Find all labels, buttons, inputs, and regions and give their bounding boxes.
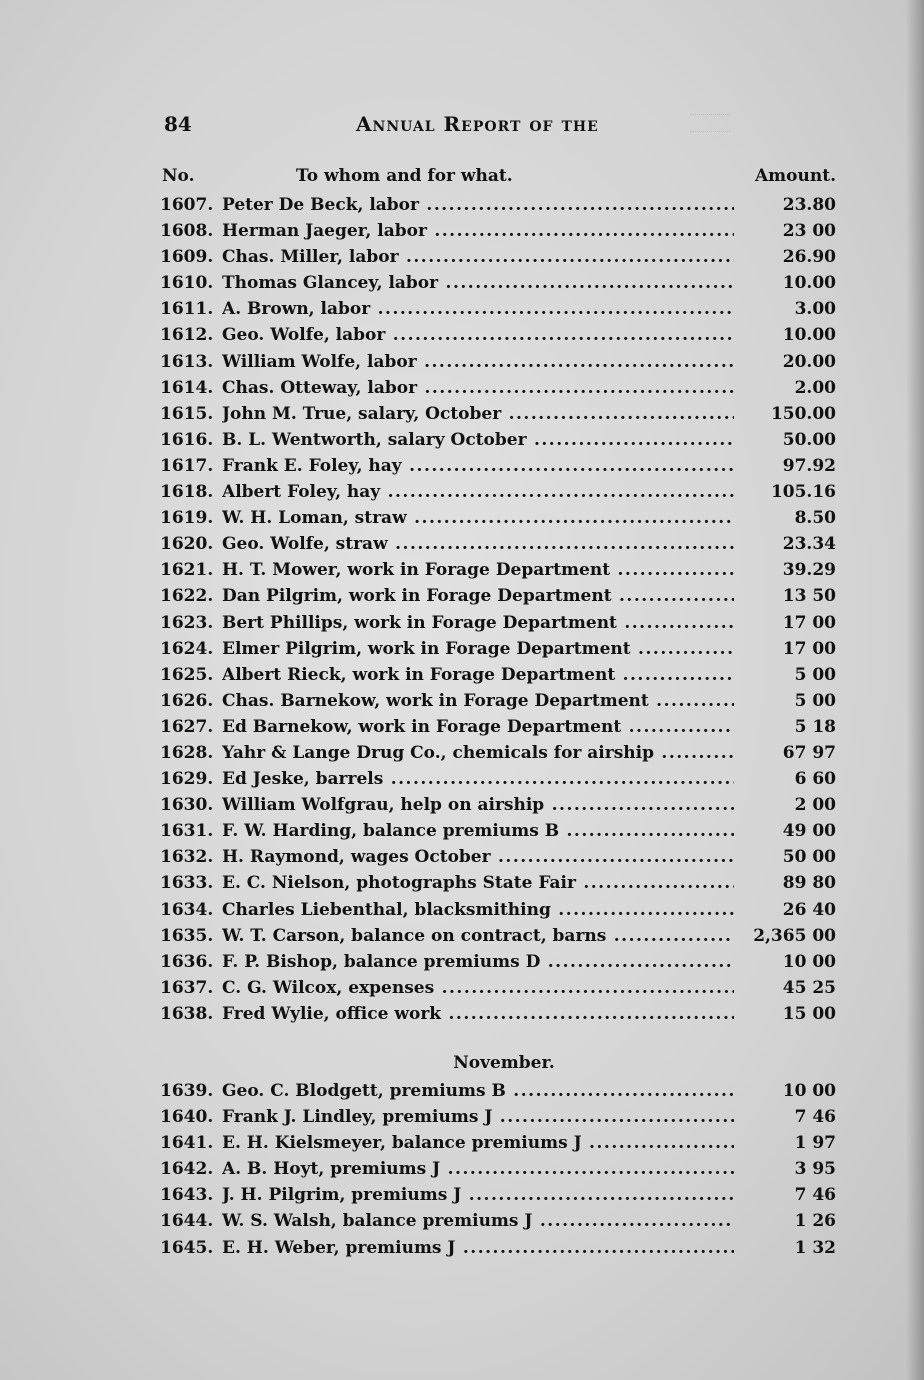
ledger-row (160, 481, 840, 507)
entry-number: 1642. (160, 1159, 214, 1180)
entry-number: 1632. (160, 847, 214, 868)
entry-description: Peter De Beck, labor ..... (222, 194, 734, 216)
entry-number: 1608. (160, 221, 214, 242)
entry-amount: 150.00 (770, 403, 836, 424)
running-title: Annual Report of the (356, 112, 599, 136)
entry-description: John M. True, salary, October ..... (222, 403, 734, 425)
entry-amount: 1 26 (794, 1211, 836, 1232)
ledger-row (160, 768, 840, 794)
bleed-through-mark (690, 114, 730, 132)
ledger-row (160, 351, 840, 377)
entry-description: E. H. Kielsmeyer, balance premiums J ..... (222, 1132, 734, 1154)
page-number: 84 (164, 112, 192, 136)
ledger-row (160, 1184, 840, 1210)
ledger-row (160, 612, 840, 638)
entry-description: Dan Pilgrim, work in Forage Department ..... (222, 585, 734, 607)
entry-description: W. S. Walsh, balance premiums J ..... (222, 1210, 734, 1232)
ledger-row (160, 872, 840, 898)
entry-amount: 50.00 (782, 429, 836, 450)
ledger-row (160, 1158, 840, 1184)
entry-description: E. C. Nielson, photographs State Fair ..... (222, 872, 734, 894)
entry-amount: 3.00 (794, 299, 836, 320)
entry-description: B. L. Wentworth, salary October ..... (222, 429, 734, 451)
entry-amount: 3 95 (794, 1159, 836, 1180)
entry-description: W. T. Carson, balance on contract, barns ..... (222, 925, 734, 947)
entry-number: 1616. (160, 429, 214, 450)
entry-amount: 10 00 (782, 1081, 836, 1101)
entry-amount: 39.29 (782, 560, 836, 581)
entry-amount: 15 00 (782, 1003, 836, 1024)
entry-number: 1619. (160, 508, 214, 529)
entry-description: Chas. Otteway, labor ..... (222, 377, 734, 399)
november-heading: November. (453, 1053, 555, 1073)
entry-description: William Wolfe, labor ..... (222, 351, 734, 373)
entry-number: 1641. (160, 1133, 214, 1154)
ledger-row (160, 977, 840, 1003)
entry-number: 1644. (160, 1211, 214, 1232)
ledger-row (160, 742, 840, 768)
entry-number: 1637. (160, 977, 214, 998)
ledger-row (160, 403, 840, 429)
entry-description: C. G. Wilcox, expenses ..... (222, 977, 734, 999)
ledger-row (160, 324, 840, 350)
ledger-row (160, 1003, 840, 1029)
entry-amount: 13 50 (782, 586, 836, 607)
ledger-row (160, 220, 840, 246)
entry-amount: 10 00 (782, 951, 836, 972)
entry-number: 1613. (160, 351, 214, 372)
entry-number: 1612. (160, 325, 214, 346)
ledger-row (160, 1080, 840, 1106)
entry-number: 1611. (160, 299, 214, 320)
entry-amount: 26 40 (782, 899, 836, 920)
entry-amount: 2 00 (794, 795, 836, 816)
entry-number: 1622. (160, 586, 214, 607)
page-header (160, 112, 840, 140)
column-header-amount: Amount. (754, 166, 836, 186)
entry-number: 1639. (160, 1081, 214, 1101)
entry-description: H. Raymond, wages October ..... (222, 846, 734, 868)
entry-description: Ed Jeske, barrels ..... (222, 768, 734, 790)
ledger-row (160, 1132, 840, 1158)
ledger-row (160, 820, 840, 846)
section-title-november (160, 1053, 840, 1073)
entry-amount: 5 00 (794, 690, 836, 711)
ledger-row (160, 1210, 840, 1236)
entry-number: 1620. (160, 534, 214, 555)
ledger-row (160, 925, 840, 951)
entry-amount: 7 46 (794, 1185, 836, 1206)
entry-number: 1625. (160, 664, 214, 685)
entry-description: Elmer Pilgrim, work in Forage Department ..... (222, 638, 734, 660)
ledger-row (160, 690, 840, 716)
entry-description: Frank E. Foley, hay ..... (222, 455, 734, 477)
entry-description: Chas. Barnekow, work in Forage Department ..... (222, 690, 734, 712)
entry-amount: 7 46 (794, 1107, 836, 1128)
november-entries (160, 1080, 840, 1263)
entry-number: 1633. (160, 873, 214, 894)
ledger-row (160, 298, 840, 324)
entry-amount: 6 60 (794, 769, 836, 790)
column-header-description: To whom and for what. (296, 166, 513, 186)
entry-amount: 23.80 (782, 195, 836, 215)
entry-description: Geo. C. Blodgett, premiums B ..... (222, 1080, 734, 1102)
entry-number: 1631. (160, 821, 214, 842)
entry-number: 1634. (160, 899, 214, 920)
entry-amount: 20.00 (782, 351, 836, 372)
ledger-row (160, 1237, 840, 1263)
ledger-row (160, 846, 840, 872)
entry-amount: 5 00 (794, 664, 836, 685)
entry-number: 1645. (160, 1237, 214, 1258)
entry-number: 1618. (160, 482, 214, 503)
entry-amount: 2.00 (794, 377, 836, 398)
ledger-row (160, 1106, 840, 1132)
entry-description: Geo. Wolfe, straw ..... (222, 533, 734, 555)
entry-description: Albert Rieck, work in Forage Department ..... (222, 664, 734, 686)
ledger-row (160, 899, 840, 925)
entry-number: 1617. (160, 455, 214, 476)
entry-number: 1635. (160, 925, 214, 946)
ledger-row (160, 951, 840, 977)
entry-amount: 8.50 (794, 508, 836, 529)
october-entries (160, 194, 840, 1029)
entry-amount: 97.92 (782, 455, 836, 476)
entry-description: J. H. Pilgrim, premiums J ..... (222, 1184, 734, 1206)
entry-amount: 50 00 (782, 847, 836, 868)
entry-amount: 5 18 (794, 716, 836, 737)
ledger-row (160, 429, 840, 455)
entry-description: W. H. Loman, straw ..... (222, 507, 734, 529)
entry-number: 1610. (160, 273, 214, 294)
ledger-row (160, 559, 840, 585)
ledger-row (160, 638, 840, 664)
entry-number: 1630. (160, 795, 214, 816)
entry-number: 1640. (160, 1107, 214, 1128)
entry-amount: 10.00 (782, 273, 836, 294)
entry-description: E. H. Weber, premiums J ..... (222, 1237, 734, 1259)
entry-amount: 23.34 (782, 534, 836, 555)
entry-amount: 67 97 (782, 742, 836, 763)
entry-description: Ed Barnekow, work in Forage Department ..... (222, 716, 734, 738)
entry-description: Herman Jaeger, labor ..... (222, 220, 734, 242)
entry-number: 1629. (160, 769, 214, 790)
entry-description: Charles Liebenthal, blacksmithing ..... (222, 899, 734, 921)
entry-amount: 17 00 (782, 612, 836, 633)
entry-number: 1624. (160, 638, 214, 659)
entry-number: 1621. (160, 560, 214, 581)
ledger-row (160, 794, 840, 820)
entry-amount: 23 00 (782, 221, 836, 242)
ledger-row (160, 507, 840, 533)
entry-amount: 45 25 (782, 977, 836, 998)
entry-description: A. B. Hoyt, premiums J ..... (222, 1158, 734, 1180)
entry-number: 1607. (160, 195, 214, 215)
entry-number: 1627. (160, 716, 214, 737)
entry-number: 1614. (160, 377, 214, 398)
entry-number: 1636. (160, 951, 214, 972)
entry-number: 1609. (160, 247, 214, 268)
entry-description: F. P. Bishop, balance premiums D ..... (222, 951, 734, 973)
entry-description: Thomas Glancey, labor ..... (222, 272, 734, 294)
ledger-row (160, 533, 840, 559)
entry-amount: 2,365 00 (753, 925, 836, 946)
entry-description: Chas. Miller, labor ..... (222, 246, 734, 268)
entry-amount: 10.00 (782, 325, 836, 346)
entry-amount: 89 80 (782, 873, 836, 894)
entry-description: H. T. Mower, work in Forage Department ..... (222, 559, 734, 581)
entry-description: Albert Foley, hay ..... (222, 481, 734, 503)
column-headers (160, 166, 840, 190)
column-header-no: No. (162, 166, 195, 186)
ledger-row (160, 194, 840, 220)
ledger-row (160, 272, 840, 298)
entry-number: 1623. (160, 612, 214, 633)
entry-description: A. Brown, labor ..... (222, 298, 734, 320)
ledger-row (160, 664, 840, 690)
entry-description: F. W. Harding, balance premiums B ..... (222, 820, 734, 842)
page-edge-shadow (906, 0, 924, 1380)
ledger-row (160, 455, 840, 481)
entry-amount: 1 32 (794, 1237, 836, 1258)
ledger-row (160, 377, 840, 403)
entry-amount: 17 00 (782, 638, 836, 659)
entry-number: 1626. (160, 690, 214, 711)
ledger-row (160, 585, 840, 611)
entry-description: Bert Phillips, work in Forage Department ..... (222, 612, 734, 634)
entry-number: 1638. (160, 1003, 214, 1024)
entry-description: Fred Wylie, office work ..... (222, 1003, 734, 1025)
entry-description: Yahr & Lange Drug Co., chemicals for airship ..... (222, 742, 734, 764)
entry-number: 1615. (160, 403, 214, 424)
entry-number: 1643. (160, 1185, 214, 1206)
entry-description: Geo. Wolfe, labor ..... (222, 324, 734, 346)
entry-description: Frank J. Lindley, premiums J ..... (222, 1106, 734, 1128)
entry-number: 1628. (160, 742, 214, 763)
ledger-row (160, 246, 840, 272)
entry-amount: 105.16 (770, 482, 836, 503)
ledger-row (160, 716, 840, 742)
entry-description: William Wolfgrau, help on airship ..... (222, 794, 734, 816)
entry-amount: 49 00 (782, 821, 836, 842)
entry-amount: 1 97 (794, 1133, 836, 1154)
entry-amount: 26.90 (782, 247, 836, 268)
